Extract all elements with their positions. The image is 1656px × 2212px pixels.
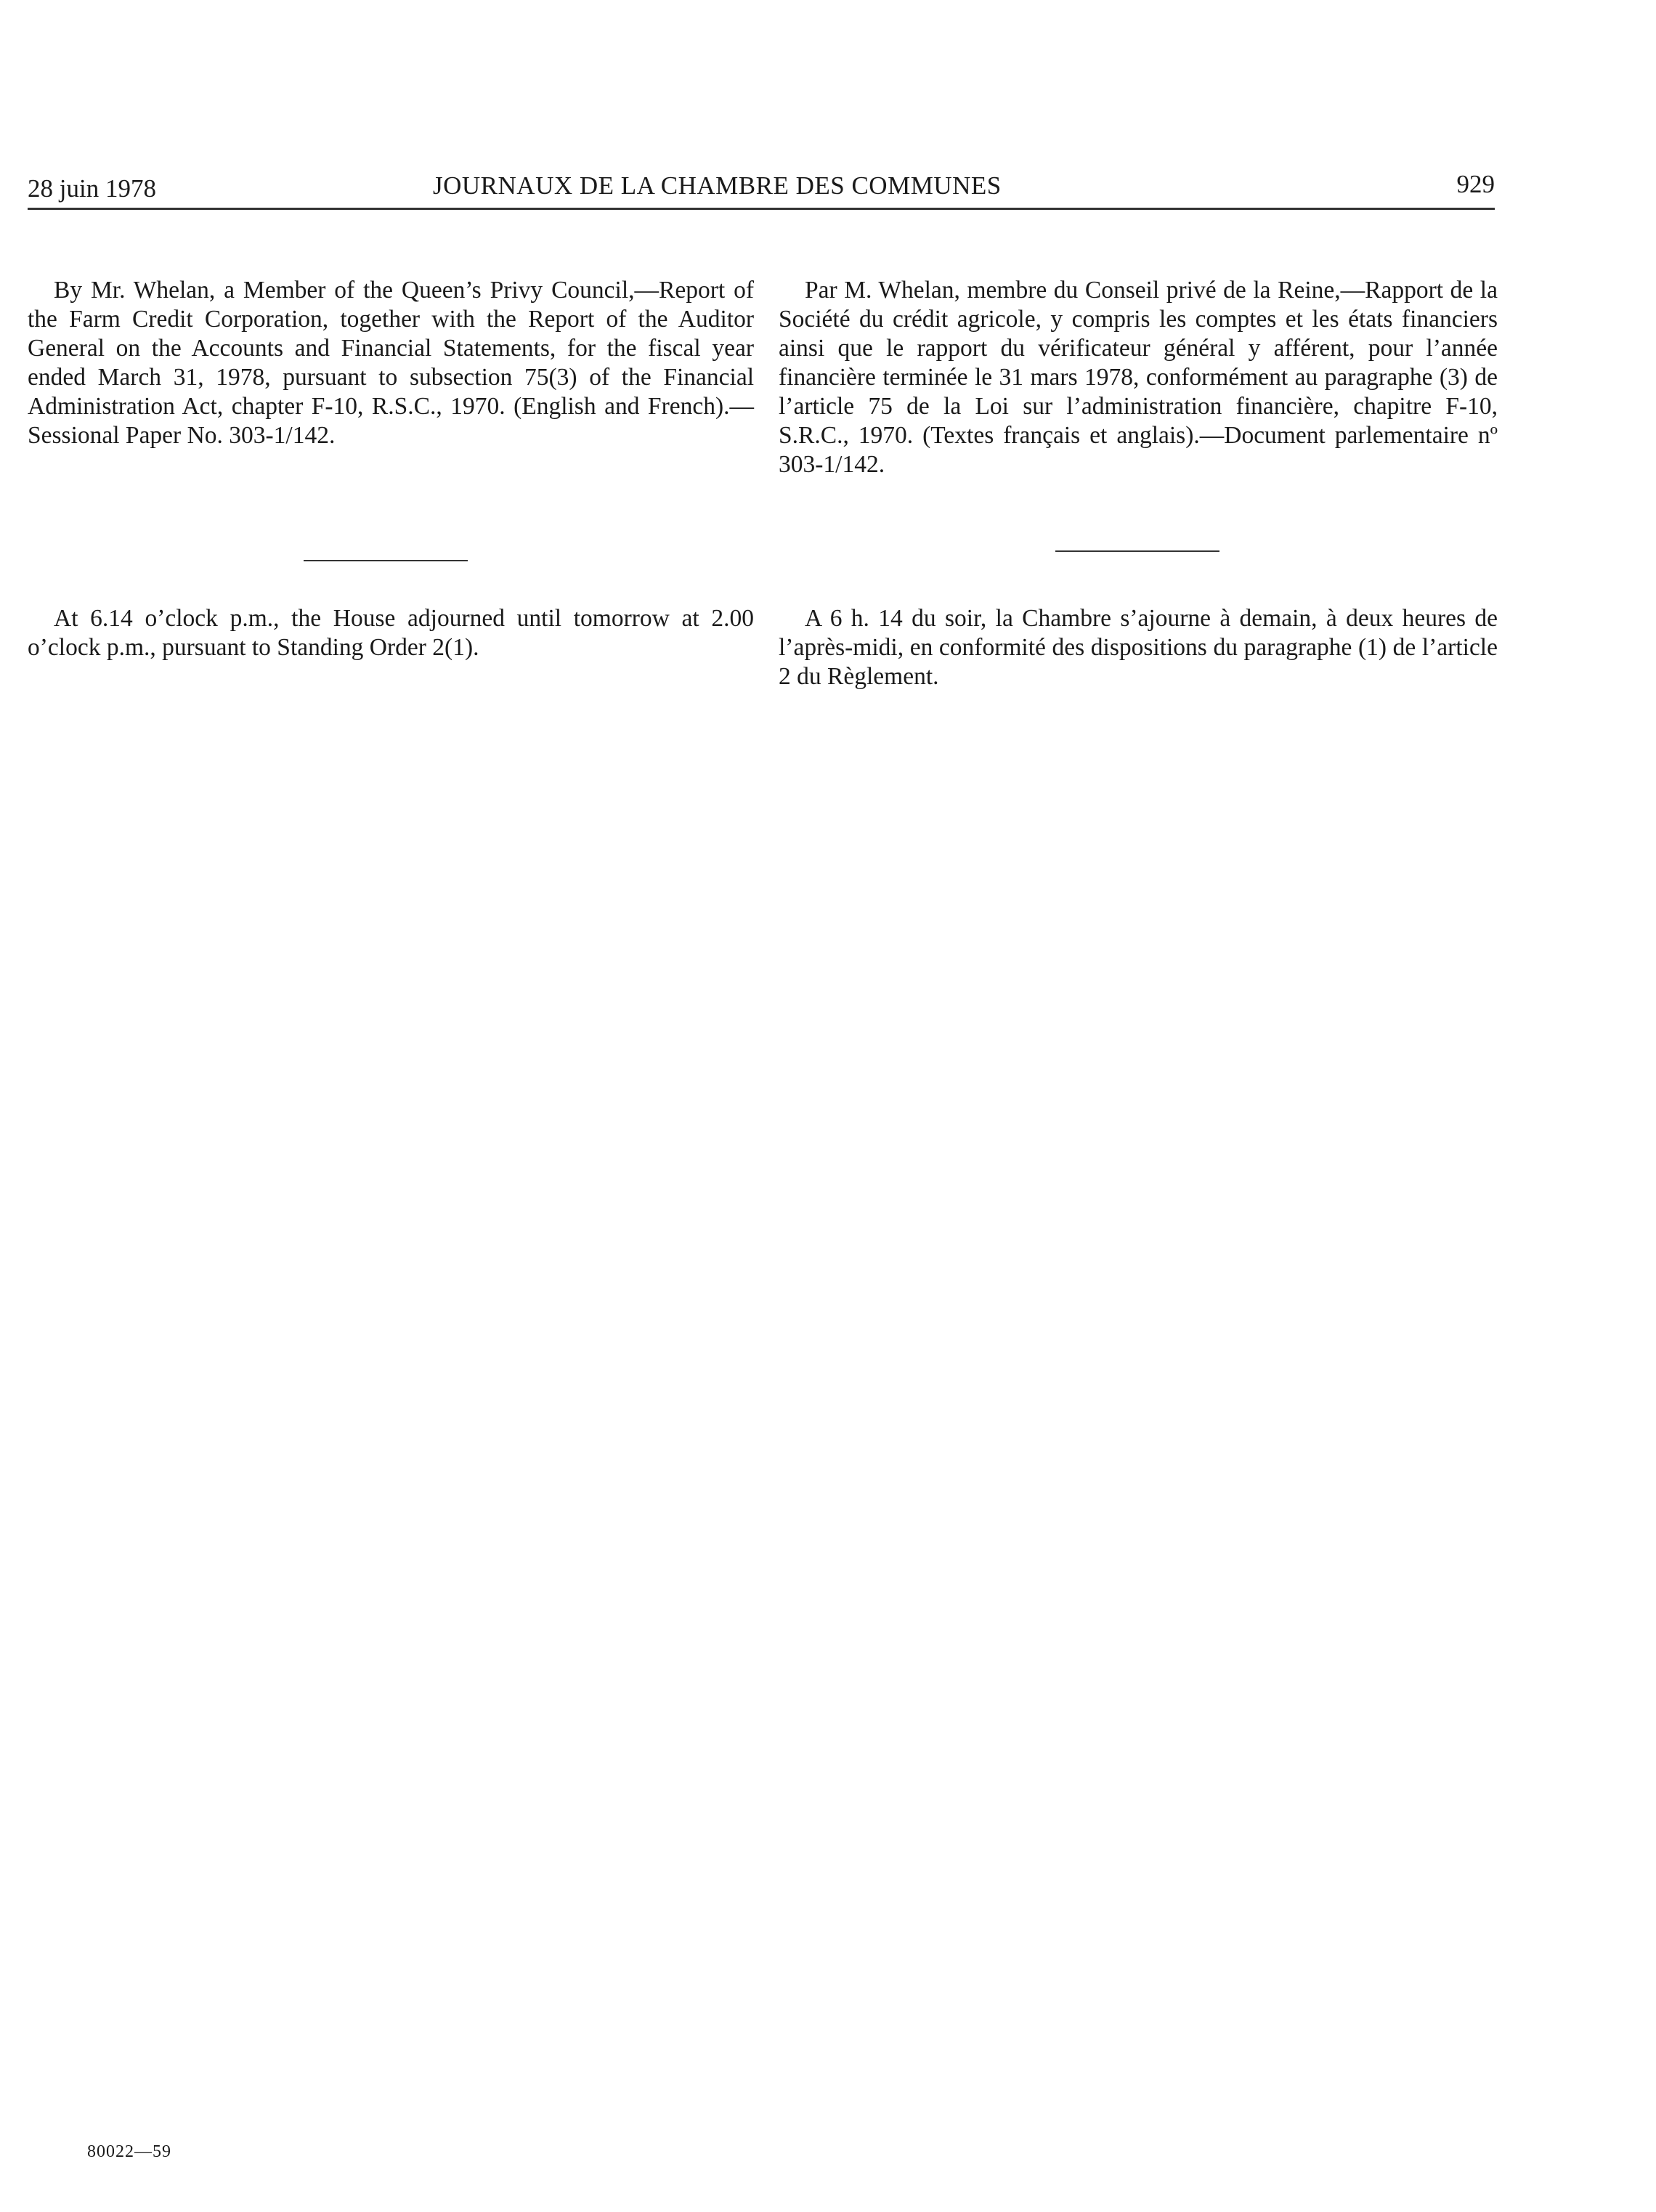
english-section-divider xyxy=(304,560,468,561)
page-header xyxy=(28,163,1495,206)
print-code: 80022—59 xyxy=(87,2142,171,2161)
journal-title: JOURNAUX DE LA CHAMBRE DES COMMUNES xyxy=(433,171,1002,200)
page-number: 929 xyxy=(1456,170,1495,198)
french-section-divider xyxy=(1055,550,1219,552)
header-date: 28 juin 1978 xyxy=(28,174,156,203)
french-adjournment-paragraph: A 6 h. 14 du soir, la Chambre s’ajourne à demain, à deux heures de l’après-midi, en conformité des dispositions du paragraphe (1) de l’article 2 du Règlement. xyxy=(779,605,1498,690)
english-adjournment-paragraph: At 6.14 o’clock p.m., the House adjourned until tomorrow at 2.00 o’clock p.m., pursuant to Standing Order 2(1). xyxy=(28,605,754,661)
french-report-paragraph: Par M. Whelan, membre du Conseil privé de la Reine,—Rapport de la Société du crédit agricole, y compris les comptes et les états financiers ainsi que le rapport du vérificateur général y afférent, pour l’année financière terminée le 31 mars 1978, conformément au paragraphe (3) de l’article 75 de la Loi sur l’administration financière, chapitre F-10, S.R.C., 1970. (Textes français et anglais).—Document parlementaire nº 303-1/142. xyxy=(779,277,1498,478)
header-rule xyxy=(28,208,1495,210)
english-report-paragraph: By Mr. Whelan, a Member of the Queen’s Privy Council,—Report of the Farm Credit Corporation, together with the Report of the Auditor General on the Accounts and Financial Statements, for the fiscal year ended March 31, 1978, pursuant to subsection 75(3) of the Financial Administration Act, chapter F-10, R.S.C., 1970. (English and French).—Sessional Paper No. 303-1/142. xyxy=(28,277,754,449)
